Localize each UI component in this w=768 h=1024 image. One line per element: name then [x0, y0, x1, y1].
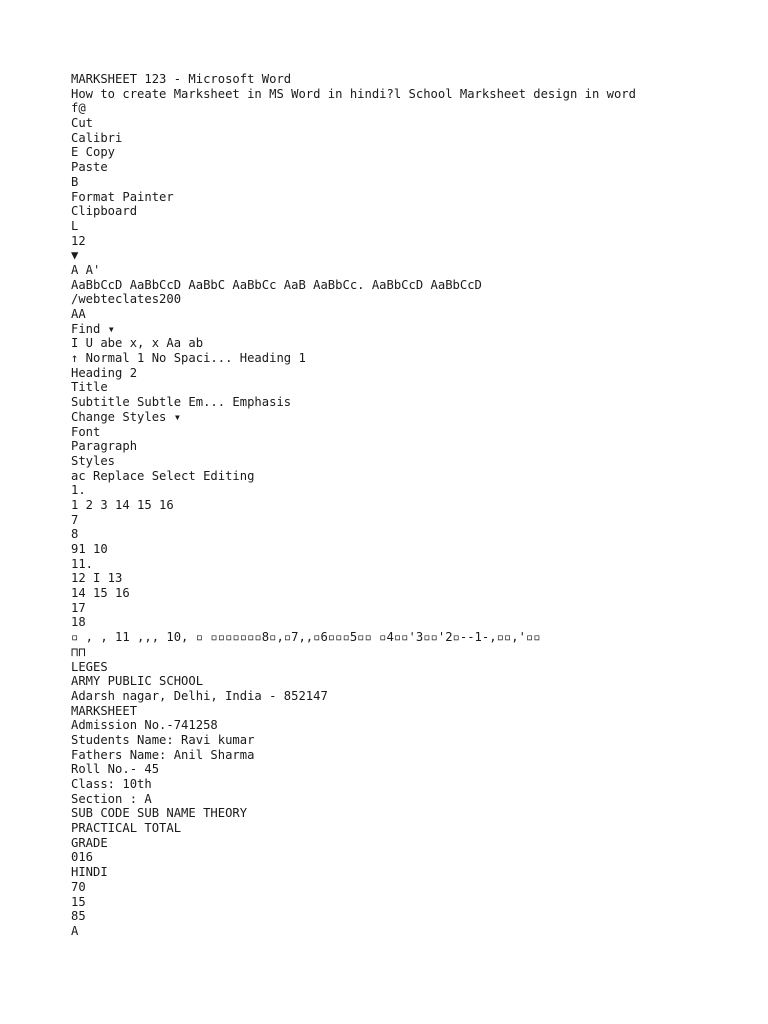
section-info: Section : A — [71, 791, 152, 806]
table-cell: A — [71, 923, 79, 938]
ruler-text: 1 2 3 14 15 16 — [71, 497, 174, 512]
dropdown-arrow-text: ▼ — [71, 248, 79, 263]
ruler-scale-text: ▫ , , 11 ,,, 10, ▫ ▫▫▫▫▫▫▫8▫,▫7,,▫6▫▫▫5▫▫ ▫4▫▫'3▫▫'2▫--1-,▫▫,'▫▫ — [71, 630, 541, 645]
document-text-body — [71, 72, 751, 939]
heading-2-label: Heading 2 — [71, 365, 138, 380]
table-header: SUB CODE SUB NAME THEORY — [71, 806, 248, 821]
ruler-text: 12 I 13 — [71, 571, 123, 586]
styles-group-label: Styles — [71, 453, 116, 468]
table-header: GRADE — [71, 835, 108, 850]
school-address: Adarsh nagar, Delhi, India - 852147 — [71, 688, 328, 703]
font-group-label: Font — [71, 424, 101, 439]
ruler-text: 18 — [71, 615, 86, 630]
table-cell: HINDI — [71, 865, 108, 880]
bold-label: B — [71, 174, 79, 189]
format-painter-label: Format Painter — [71, 189, 174, 204]
table-cell: 70 — [71, 879, 86, 894]
student-name: Students Name: Ravi kumar — [71, 732, 255, 747]
father-name: Fathers Name: Anil Sharma — [71, 747, 255, 762]
text-line: L — [71, 218, 79, 233]
school-name: ARMY PUBLIC SCHOOL — [71, 674, 204, 689]
ruler-text: 91 10 — [71, 542, 108, 556]
table-cell: 85 — [71, 909, 86, 924]
ruler-text: 17 — [71, 600, 86, 615]
paragraph-group-label: Paragraph — [71, 439, 138, 454]
editing-group-line: ac Replace Select Editing — [71, 468, 255, 483]
window-title: MARKSHEET 123 - Microsoft Word — [71, 72, 292, 86]
paste-label: Paste — [71, 160, 108, 175]
table-cell: 016 — [71, 850, 94, 865]
admission-number: Admission No.-741258 — [71, 718, 218, 733]
watermark-text: /webteclates200 — [71, 292, 182, 307]
roll-number: Roll No.- 45 — [71, 762, 160, 777]
ruler-text: 8 — [71, 527, 79, 542]
text-line: LEGES — [71, 659, 108, 674]
style-previews-line: AaBbCcD AaBbCcD AaBbC AaBbCc AaB AaBbCc. AaBbCcD AaBbCcD — [71, 277, 482, 292]
cut-label: Cut — [71, 116, 94, 131]
text-line: AA — [71, 307, 86, 321]
marksheet-heading: MARKSHEET — [71, 703, 138, 718]
style-names-line: ↑ Normal 1 No Spaci... Heading 1 — [71, 351, 306, 366]
class-info: Class: 10th — [71, 777, 152, 791]
ruler-text: 14 15 16 — [71, 586, 130, 601]
ruler-text: 1. — [71, 483, 86, 498]
change-styles-label: Change Styles ▾ — [71, 409, 182, 424]
table-cell: 15 — [71, 894, 86, 909]
video-title: How to create Marksheet in MS Word in hindi?l School Marksheet design in word — [71, 86, 636, 101]
grow-shrink-font-label: A A' — [71, 262, 101, 277]
text-line: ⊓⊓ — [71, 644, 86, 659]
font-format-line: I U abe x, x Aa ab — [71, 336, 204, 351]
table-header: PRACTICAL TOTAL — [71, 821, 182, 836]
font-name-label: Calibri — [71, 130, 123, 145]
font-size-label: 12 — [71, 233, 86, 248]
ruler-text: 11. — [71, 556, 94, 571]
copy-label: E Copy — [71, 145, 116, 160]
title-style-label: Title — [71, 380, 108, 395]
style-names-line: Subtitle Subtle Em... Emphasis — [71, 395, 292, 410]
text-line: f@ — [71, 101, 86, 116]
ruler-text: 7 — [71, 512, 79, 527]
clipboard-group-label: Clipboard — [71, 204, 138, 219]
find-label: Find ▾ — [71, 321, 116, 336]
